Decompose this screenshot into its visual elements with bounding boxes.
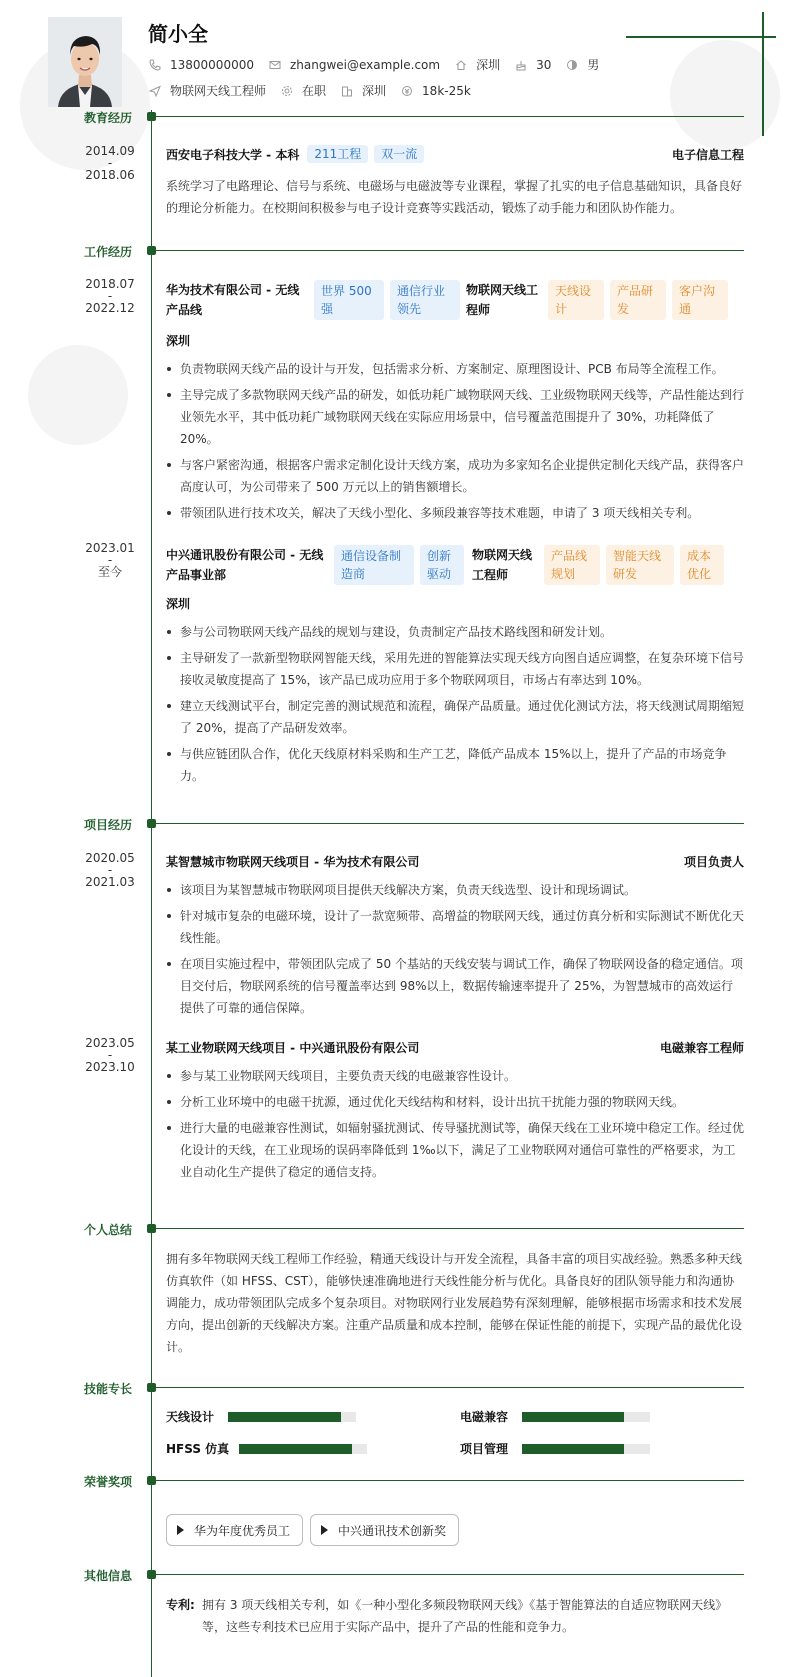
list-item: 该项目为某智慧城市物联网项目提供天线解决方案，负责天线选型、设计和现场调试。 [166, 879, 744, 901]
deco-line [762, 12, 764, 136]
skill-item [460, 1440, 650, 1457]
award-name: 华为年度优秀员工 [194, 1523, 291, 1538]
deco-circle [28, 345, 128, 445]
list-item: 参与某工业物联网天线项目，主要负责天线的电磁兼容性设计。 [166, 1065, 744, 1087]
role-tag: 产品线规划 [544, 545, 600, 585]
date-sep: - [107, 156, 113, 170]
section-title-awards: 荣誉奖项 [84, 1475, 133, 1489]
skill-item [460, 1408, 650, 1425]
job-title-row [166, 280, 744, 320]
play-icon [321, 1525, 328, 1535]
section-marker [147, 246, 156, 255]
skill-bar [522, 1444, 650, 1454]
salary-item [400, 84, 471, 98]
section-marker [147, 1570, 156, 1579]
section-title-skills: 技能专长 [84, 1382, 133, 1396]
date-end: 2023.10 [85, 1060, 135, 1074]
date-start: 2014.09 [85, 144, 135, 158]
email-item [268, 58, 440, 72]
section-title-summary: 个人总结 [84, 1223, 133, 1237]
project-title-row [166, 1038, 744, 1058]
section-title-projects: 项目经历 [84, 818, 133, 832]
section-title-other: 其他信息 [84, 1569, 133, 1583]
skill-name: HFSS 仿真 [166, 1442, 230, 1456]
age-item [514, 58, 551, 72]
phone-value: 13800000000 [170, 57, 254, 72]
date-range [82, 143, 138, 183]
mail-icon [268, 58, 282, 72]
email-value: zhangwei@example.com [289, 57, 441, 72]
salary-icon [400, 84, 414, 98]
status-icon [280, 84, 294, 98]
avatar-portrait [48, 17, 122, 107]
date-end: 2022.12 [85, 301, 135, 315]
section-divider [156, 1387, 744, 1388]
gender-item [565, 56, 599, 73]
school-tag: 双一流 [374, 145, 424, 163]
section-marker [147, 819, 156, 828]
job-bullets [166, 358, 744, 528]
gender-value: 男 [587, 58, 600, 72]
major: 电子信息工程 [671, 148, 744, 162]
skill-item [166, 1408, 356, 1425]
salary-value: 18k-25k [422, 83, 471, 98]
skill-bar-fill [522, 1444, 624, 1454]
skill-item [166, 1440, 367, 1457]
date-end: 2018.06 [85, 168, 135, 182]
job-target-item [148, 82, 266, 99]
skill-bar [239, 1444, 367, 1454]
city-value: 深圳 [476, 58, 501, 72]
intent-row [148, 82, 485, 99]
school-name: 西安电子科技大学 - 本科 [166, 148, 300, 162]
avatar [48, 17, 122, 107]
education-title-row [166, 145, 744, 165]
skill-name: 电磁兼容 [460, 1410, 509, 1424]
date-sep: - [107, 1048, 113, 1062]
play-icon [177, 1525, 184, 1535]
company-name: 中兴通讯股份有限公司 - 无线产品事业部 [166, 548, 324, 582]
list-item: 与供应链团队合作，优化天线原材料采购和生产工艺，降低产品成本 15%以上，提升了产品的市场竞争力。 [166, 743, 744, 787]
phone-item [148, 58, 254, 72]
company-tag: 通信行业领先 [390, 280, 460, 320]
skill-bar-fill [522, 1412, 624, 1422]
date-start: 2020.05 [85, 851, 135, 865]
section-marker [147, 1224, 156, 1233]
skill-bar [228, 1412, 356, 1422]
skill-bar [522, 1412, 650, 1422]
home-icon [454, 58, 468, 72]
contact-row [148, 56, 613, 73]
skill-name: 天线设计 [166, 1410, 215, 1424]
summary-text: 拥有多年物联网天线工程师工作经验，精通天线设计与开发全流程，具备丰富的项目实战经验。熟悉多种天线仿真软件（如 HFSS、CST），能够快速准确地进行天线性能分析与优化。具备良好的团队领导能力和沟通协调能力，成功带领团队完成多个复杂项目。对物联网行业发展趋势有深刻理解，能够根据市场需求和技术发展方向，提出创新的天线解决方案。注重产品质量和成本控制，能够在保证性能的前提下，实现产品的最优化设计。 [166, 1252, 743, 1354]
building-icon [340, 84, 354, 98]
status-item [280, 82, 326, 99]
project-bullets [166, 1065, 744, 1187]
job-role: 物联网天线工程师 [472, 548, 533, 582]
list-item: 负责物联网天线产品的设计与开发，包括需求分析、方案制定、原理图设计、PCB 布局等全流程工作。 [166, 358, 744, 380]
skill-bar-fill [239, 1444, 352, 1454]
date-sep: - [107, 289, 113, 303]
project-bullets [166, 879, 744, 1023]
project-title: 某工业物联网天线项目 - 中兴通讯股份有限公司 [166, 1041, 420, 1055]
cake-icon [514, 58, 528, 72]
company-tag: 世界 500 强 [314, 280, 384, 320]
list-item: 与客户紧密沟通，根据客户需求定制化设计天线方案，成功为多家知名企业提供定制化天线产品，获得客户高度认可，为公司带来了 500 万元以上的销售额增长。 [166, 454, 744, 498]
list-item: 主导完成了多款物联网天线产品的研发，如低功耗广域物联网天线、工业级物联网天线等，产品性能达到行业领先水平，其中低功耗广域物联网天线在实际应用场景中，信号覆盖范围提升了 30%，功耗降低了 20%。 [166, 384, 744, 450]
project-title-row [166, 852, 744, 872]
job-city: 深圳 [166, 334, 191, 348]
date-range [82, 276, 138, 316]
job-target-value: 物联网天线工程师 [170, 84, 267, 98]
skill-name: 项目管理 [460, 1442, 509, 1456]
list-item: 建立天线测试平台，制定完善的测试规范和流程，确保产品质量。通过优化测试方法，将天线测试周期缩短了 20%，提高了产品研发效率。 [166, 695, 744, 739]
date-end: 2021.03 [85, 875, 135, 889]
list-item: 带领团队进行技术攻关，解决了天线小型化、多频段兼容等技术难题，申请了 3 项天线相关专利。 [166, 502, 744, 524]
list-item: 参与公司物联网天线产品线的规划与建设，负责制定产品技术路线图和研发计划。 [166, 621, 744, 643]
deco-line [626, 36, 776, 38]
job-bullets [166, 621, 744, 791]
company-tag: 创新驱动 [420, 545, 464, 585]
list-item: 主导研发了一款新型物联网智能天线，采用先进的智能算法实现天线方向图自适应调整，在复杂环境下信号接收灵敏度提高了 15%，该产品已成功应用于多个物联网项目，市场占有率达到 10%。 [166, 647, 744, 691]
section-title-work: 工作经历 [84, 245, 133, 259]
date-start: 2023.05 [85, 1036, 135, 1050]
education-desc: 系统学习了电路理论、信号与系统、电磁场与电磁波等专业课程，掌握了扎实的电子信息基础知识，具备良好的理论分析能力。在校期间积极参与电子设计竞赛等实践活动，锻炼了动手能力和团队协作能力。 [166, 179, 743, 215]
date-range [82, 1035, 138, 1075]
section-marker [147, 112, 156, 121]
section-divider [156, 823, 744, 824]
target-city-item [340, 82, 386, 99]
section-divider [156, 116, 744, 117]
candidate-name: 简小全 [148, 22, 208, 46]
role-tag: 智能天线研发 [606, 545, 674, 585]
date-end: 至今 [97, 565, 122, 579]
job-title-row [166, 545, 744, 585]
project-role: 电磁兼容工程师 [659, 1041, 744, 1055]
status-value: 在职 [302, 84, 327, 98]
list-item: 针对城市复杂的电磁环境，设计了一款宽频带、高增益的物联网天线，通过仿真分析和实际测试不断优化天线性能。 [166, 905, 744, 949]
target-city-value: 深圳 [362, 84, 387, 98]
role-tag: 成本优化 [680, 545, 724, 585]
section-marker [147, 1476, 156, 1485]
award-badge [310, 1514, 459, 1546]
date-sep: - [107, 553, 113, 567]
send-icon [148, 84, 162, 98]
timeline-line [151, 110, 152, 1677]
list-item: 进行大量的电磁兼容性测试，如辐射骚扰测试、传导骚扰测试等，确保天线在工业环境中稳定工作。经过优化设计的天线，在工业现场的误码率降低到 1‰以下，满足了工业物联网对通信可靠性的严格要求，为工业自动化生产提供了稳定的通信支持。 [166, 1117, 744, 1183]
other-label: 专利: [166, 1598, 195, 1612]
gender-icon [565, 58, 579, 72]
city-item [454, 56, 500, 73]
section-divider [156, 250, 744, 251]
other-text: 拥有 3 项天线相关专利，如《一种小型化多频段物联网天线》《基于智能算法的自适应物联网天线》等，这些专利技术已应用于实际产品中，提升了产品的性能和竞争力。 [202, 1598, 728, 1634]
skill-bar-fill [228, 1412, 341, 1422]
job-role: 物联网天线工程师 [466, 283, 539, 317]
role-tag: 客户沟通 [672, 280, 728, 320]
date-range [82, 850, 138, 890]
date-start: 2018.07 [85, 277, 135, 291]
date-sep: - [107, 863, 113, 877]
date-range [82, 540, 138, 580]
section-title-education: 教育经历 [84, 111, 133, 125]
section-divider [156, 1480, 744, 1481]
other-info [166, 1594, 744, 1638]
company-name: 华为技术有限公司 - 无线产品线 [166, 283, 300, 317]
role-tag: 产品研发 [610, 280, 666, 320]
project-role: 项目负责人 [683, 855, 744, 869]
age-value: 30 [536, 57, 552, 72]
phone-icon [148, 58, 162, 72]
job-city: 深圳 [166, 597, 191, 611]
list-item: 分析工业环境中的电磁干扰源，通过优化天线结构和材料，设计出抗干扰能力强的物联网天线。 [166, 1091, 744, 1113]
award-name: 中兴通讯技术创新奖 [338, 1523, 447, 1538]
role-tag: 天线设计 [548, 280, 604, 320]
section-divider [156, 1228, 744, 1229]
company-tag: 通信设备制造商 [334, 545, 414, 585]
project-title: 某智慧城市物联网天线项目 - 华为技术有限公司 [166, 855, 420, 869]
section-marker [147, 1383, 156, 1392]
school-tag: 211工程 [307, 145, 368, 163]
award-badge [166, 1514, 303, 1546]
list-item: 在项目实施过程中，带领团队完成了 50 个基站的天线安装与调试工作，确保了物联网设备的稳定通信。项目交付后，物联网系统的信号覆盖率达到 98%以上，数据传输速率提升了 25%，为智慧城市的高效运行提供了可靠的通信保障。 [166, 953, 744, 1019]
section-divider [156, 1574, 744, 1575]
date-start: 2023.01 [85, 541, 135, 555]
